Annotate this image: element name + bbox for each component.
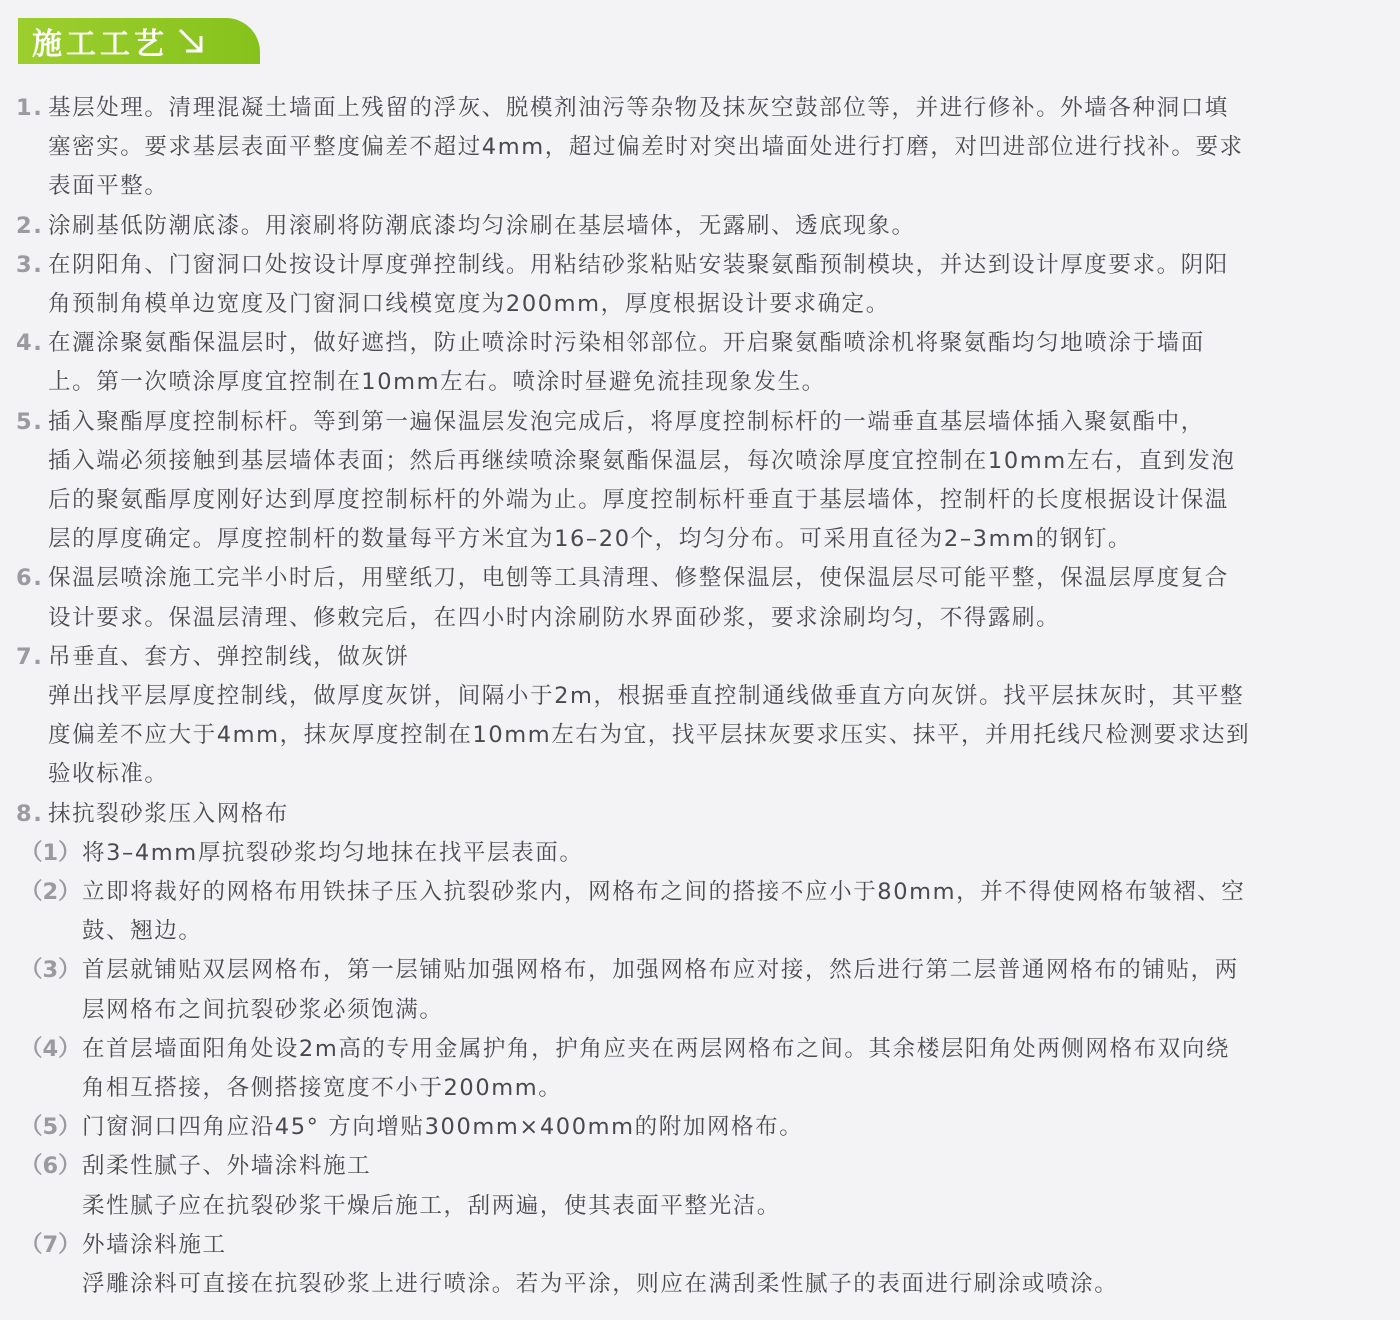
substep-text-line: 首层就铺贴双层网格布，第一层铺贴加强网格布，加强网格布应对接，然后进行第二层普通网格布的铺贴，两 bbox=[82, 957, 1239, 984]
substep-text-line: 角相互搭接，各侧搭接宽度不小于200mm。 bbox=[82, 1075, 563, 1102]
step-number: 5. bbox=[16, 408, 44, 435]
step-text-line: 插入聚酯厚度控制标杆。等到第一遍保温层发泡完成后，将厚度控制标杆的一端垂直基层墙体插入聚氨酯中， bbox=[48, 408, 1205, 435]
step-text-line: 涂刷基低防潮底漆。用滚刷将防潮底漆均匀涂刷在基层墙体，无露刷、透底现象。 bbox=[48, 212, 916, 239]
step-8 bbox=[0, 795, 1400, 834]
substep-text-line: 柔性腻子应在抗裂砂浆干燥后施工，刮两遍，使其表面平整光洁。 bbox=[82, 1192, 781, 1219]
step-number: 4. bbox=[16, 330, 44, 357]
step-text-line: 塞密实。要求基层表面平整度偏差不超过4mm，超过偏差时对突出墙面处进行打磨，对凹进部位进行找补。要求 bbox=[48, 134, 1244, 161]
step-number: 1. bbox=[16, 95, 44, 121]
substep-text-line: 立即将裁好的网格布用铁抹子压入抗裂砂浆内，网格布之间的搭接不应小于80mm，并不得使网格布皱褶、空 bbox=[82, 879, 1246, 906]
section-title: 施工工艺 bbox=[32, 27, 168, 62]
step-text-line: 弹出找平层厚度控制线，做厚度灰饼，间隔小于2m，根据垂直控制通线做垂直方向灰饼。找平层抹灰时，其平整 bbox=[48, 683, 1245, 710]
step-text-line: 在阴阳角、门窗洞口处按设计厚度弹控制线。用粘结砂浆粘贴安装聚氨酯预制模块，并达到设计厚度要求。阴阳 bbox=[48, 251, 1229, 278]
step-text-line: 角预制角模单边宽度及门窗洞口线模宽度为200mm，厚度根据设计要求确定。 bbox=[48, 291, 890, 318]
substep-text-line: 鼓、翘边。 bbox=[82, 918, 203, 945]
step-text-line: 基层处理。清理混凝土墙面上残留的浮灰、脱模剂油污等杂物及抹灰空鼓部位等，并进行修补。外墙各种洞口填 bbox=[48, 95, 1229, 121]
substep-number: （5） bbox=[20, 1114, 81, 1141]
substep-text-line: 刮柔性腻子、外墙涂料施工 bbox=[82, 1153, 372, 1180]
substep-1 bbox=[0, 834, 1400, 873]
step-1 bbox=[0, 89, 1400, 207]
step-3 bbox=[0, 246, 1400, 324]
step-text-line: 度偏差不应大于4mm，抹灰厚度控制在10mm左右为宜，找平层抹灰要求压实、抹平，并用托线尺检测要求达到 bbox=[48, 722, 1251, 749]
substep-number: （6） bbox=[20, 1153, 81, 1180]
step-text-line: 抹抗裂砂浆压入网格布 bbox=[48, 800, 290, 827]
step-text-line: 插入端必须接触到基层墙体表面；然后再继续喷涂聚氨酯保温层，每次喷涂厚度宜控制在10mm左右，直到发泡 bbox=[48, 447, 1236, 474]
step-2 bbox=[0, 207, 1400, 246]
step-4 bbox=[0, 324, 1400, 402]
substep-text-line: 门窗洞口四角应沿45° 方向增贴300mm×400mm的附加网格布。 bbox=[82, 1114, 804, 1141]
substep-number: （1） bbox=[20, 839, 81, 866]
substep-text-line: 将3–4mm厚抗裂砂浆均匀地抹在找平层表面。 bbox=[82, 839, 584, 866]
substep-5 bbox=[0, 1108, 1400, 1147]
substep-number: （4） bbox=[20, 1035, 81, 1062]
substep-number: （7） bbox=[20, 1231, 81, 1258]
step-number: 3. bbox=[16, 251, 44, 278]
substep-number: （3） bbox=[20, 957, 81, 984]
step-text-line: 吊垂直、套方、弹控制线，做灰饼 bbox=[48, 643, 410, 670]
arrow-down-right-icon bbox=[176, 26, 206, 56]
step-number: 2. bbox=[16, 212, 44, 239]
step-text-line: 设计要求。保温层清理、修敕完后，在四小时内涂刷防水界面砂浆，要求涂刷均匀，不得露刷。 bbox=[48, 604, 1061, 631]
step-text-line: 层的厚度确定。厚度控制杆的数量每平方米宜为16–20个，均匀分布。可采用直径为2–3mm的钢钉。 bbox=[48, 526, 1133, 553]
substep-2 bbox=[0, 873, 1400, 951]
substep-3 bbox=[0, 951, 1400, 1029]
step-text-line: 保温层喷涂施工完半小时后，用壁纸刀，电刨等工具清理、修整保温层，使保温层尽可能平整，保温层厚度复合 bbox=[48, 565, 1229, 592]
procedure-content bbox=[0, 89, 1400, 1304]
substep-text-line: 层网格布之间抗裂砂浆必须饱满。 bbox=[82, 996, 444, 1023]
step-6 bbox=[0, 559, 1400, 637]
step-number: 7. bbox=[16, 643, 44, 670]
step-number: 6. bbox=[16, 565, 44, 592]
substep-6 bbox=[0, 1147, 1400, 1225]
step-number: 8. bbox=[16, 800, 44, 827]
step-text-line: 后的聚氨酯厚度刚好达到厚度控制标杆的外端为止。厚度控制标杆垂直于基层墙体，控制杆的长度根据设计保温 bbox=[48, 487, 1229, 514]
substep-4 bbox=[0, 1030, 1400, 1108]
substep-text-line: 在首层墙面阳角处设2m高的专用金属护角，护角应夹在两层网格布之间。其余楼层阳角处两侧网格布双向绕 bbox=[82, 1035, 1231, 1062]
section-header-banner bbox=[18, 18, 260, 64]
step-text-line: 验收标准。 bbox=[48, 761, 169, 788]
substep-number: （2） bbox=[20, 879, 81, 906]
step-text-line: 上。第一次喷涂厚度宜控制在10mm左右。喷涂时昼避免流挂现象发生。 bbox=[48, 369, 826, 396]
step-text-line: 在灑涂聚氨酯保温层时，做好遮挡，防止喷涂时污染相邻部位。开启聚氨酯喷涂机将聚氨酯均匀地喷涂于墙面 bbox=[48, 330, 1205, 357]
step-5 bbox=[0, 403, 1400, 560]
step-text-line: 表面平整。 bbox=[48, 173, 169, 200]
substep-7 bbox=[0, 1226, 1400, 1304]
substep-text-line: 外墙涂料施工 bbox=[82, 1231, 227, 1258]
step-7 bbox=[0, 638, 1400, 795]
substep-text-line: 浮雕涂料可直接在抗裂砂浆上进行喷涂。若为平涂，则应在满刮柔性腻子的表面进行刷涂或喷涂。 bbox=[82, 1271, 1119, 1298]
